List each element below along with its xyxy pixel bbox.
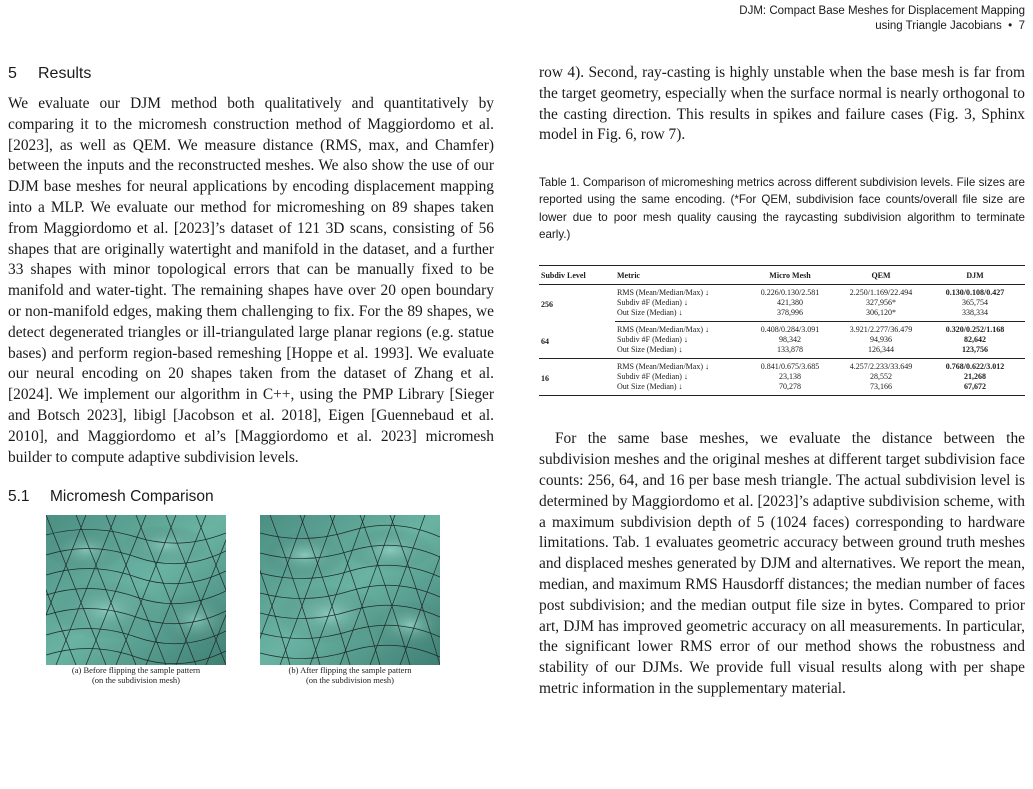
subfigure-b-caption (260, 665, 440, 685)
table-row (539, 359, 1025, 373)
qem-value: 28,552 (870, 372, 892, 382)
subsection-title: Micromesh Comparison (50, 488, 214, 506)
metric-cell: Subdiv #F (Median) ↓ (617, 372, 688, 382)
results-paragraph: We evaluate our DJM method both qualitatively and quantitatively by comparing it to the micromesh construction method of Maggiordomo et al. [2023], as well as QEM. We measure distance (RMS, max, and Chamfer) between the inputs and the reconstructed meshes. We also show the use of our DJM base meshes for neural applications by encoding displacement mapping into a MLP. We evaluate our method for micromeshing on 89 shapes taken from Maggiordomo et al. [2023]’s dataset of 121 3D scans, consisting of 56 shapes that are originally watertight and manifold in the dataset, and a further 33 shapes with minor topological errors that can be manually fixed to be manifold and water-tight. The remaining shapes have over 20 open boundary or non-manifold edges, making them challenging to fix. For the 89 shapes, we detect degenerated triangles or ill-triangulated large planar regions (e.g. statue bases) and perform region-based remeshing [Hoppe et al. 1993]. We evaluate our neural encoding on 20 shapes taken from the dataset of Zhang et al. [2024]. We implement our algorithm in C++, using the PMP Library [Sieger and Botsch 2023], libigl [Jacobson et al. 2018], Eigen [Guennebaud et al. 2010], and Maggiordomo et al’s [Maggiordomo et al. 2023] micromesh builder to compute adaptive subdivision levels. (8, 95, 494, 466)
subfigure-a (46, 515, 226, 685)
djm-value: 0.768/0.622/3.012 (945, 362, 1005, 372)
djm-value: 21,268 (964, 372, 986, 382)
metrics-table (539, 265, 1025, 396)
metric-cell: RMS (Mean/Median/Max) ↓ (617, 288, 709, 298)
table-header-cell: Subdiv Level (539, 266, 615, 285)
micromesh-value: 23,138 (779, 372, 801, 382)
section-heading (8, 62, 494, 86)
continuation-paragraph: row 4). Second, ray-casting is highly unstable when the base mesh is far from the target geometry, especially when the surface normal is nearly orthogonal to the casting direction. This results in spikes and failure cases (Fig. 3, Sphinx model in Fig. 6, row 7). (539, 64, 1025, 144)
micromesh-value: 70,278 (743, 382, 837, 396)
djm-value: 67,672 (925, 382, 1025, 396)
djm-value: 0.320/0.252/1.168 (945, 325, 1005, 335)
table-header-cell: QEM (837, 266, 925, 285)
micromesh-value: 98,342 (779, 335, 801, 345)
running-head-subtitle: using Triangle Jacobians (875, 20, 1002, 32)
section-number: 5 (8, 65, 17, 82)
subfigure-a-caption-line1: (a) Before flipping the sample pattern (71, 665, 201, 675)
qem-value: 327,956* (866, 298, 896, 308)
subsection-number: 5.1 (8, 488, 30, 506)
left-column (8, 62, 494, 509)
metric-cell: Out Size (Median) ↓ (615, 382, 743, 396)
qem-value: 4.257/2.233/33.649 (849, 362, 913, 372)
micromesh-value: 421,380 (777, 298, 803, 308)
table-caption: Table 1. Comparison of micromeshing metrics across different subdivision levels. File sizes are reported using the same encoding. (*For QEM, subdivision face counts/overall file size are lower due to poor mesh quality causing the raycasting subdivision algorithm to terminate early.) (539, 176, 1025, 242)
table-header-row (539, 266, 1025, 285)
section-title: Results (38, 65, 92, 82)
qem-value: 126,344 (837, 345, 925, 359)
subdiv-level-cell: 16 (539, 359, 615, 396)
micromesh-value: 0.408/0.284/3.091 (760, 325, 820, 335)
qem-value: 73,166 (837, 382, 925, 396)
page-number: 7 (1018, 20, 1025, 32)
right-column (539, 62, 1025, 700)
micromesh-value: 0.226/0.130/2.581 (760, 288, 820, 298)
metric-cell: Subdiv #F (Median) ↓ (617, 298, 688, 308)
metric-cell: RMS (Mean/Median/Max) ↓ (617, 325, 709, 335)
subsection-heading (8, 485, 494, 509)
subfigure-b-caption-line1: (b) After flipping the sample pattern (288, 665, 412, 675)
qem-value: 2.250/1.169/22.494 (849, 288, 913, 298)
djm-value: 123,756 (925, 345, 1025, 359)
running-head-line2 (665, 19, 1025, 34)
table-header-cell: Micro Mesh (743, 266, 837, 285)
subfigure-a-caption-line2: (on the subdivision mesh) (91, 675, 181, 685)
subfigure-b-caption-line2: (on the subdivision mesh) (305, 675, 395, 685)
table-row (539, 322, 1025, 336)
micromesh-value: 133,878 (743, 345, 837, 359)
qem-value: 3.921/2.277/36.479 (849, 325, 913, 335)
metric-cell: Subdiv #F (Median) ↓ (617, 335, 688, 345)
subfigure-a-caption (46, 665, 226, 685)
djm-value: 365,754 (962, 298, 988, 308)
metric-cell: Out Size (Median) ↓ (615, 308, 743, 322)
micromesh-value: 0.841/0.675/3.685 (760, 362, 820, 372)
qem-value: 94,936 (870, 335, 892, 345)
djm-value: 338,334 (925, 308, 1025, 322)
qem-value: 306,120* (837, 308, 925, 322)
table-header-cell: DJM (925, 266, 1025, 285)
djm-value: 82,642 (964, 335, 986, 345)
running-head-separator: • (1008, 20, 1013, 32)
mesh-image-after (260, 515, 440, 665)
djm-value: 0.130/0.108/0.427 (945, 288, 1005, 298)
table-row (539, 285, 1025, 299)
evaluation-paragraph: For the same base meshes, we evaluate the distance between the subdivision meshes and the original meshes at different target subdivision face counts: 256, 64, and 16 per base mesh triangle. The actual subdivision level is determined by Maggiordomo et al. [2023]’s adaptive subdivision scheme, with a maximum subdivision depth of 5 (1024 faces) corresponding to hardware limitations. Tab. 1 evaluates geometric accuracy between ground truth meshes and displaced meshes generated by DJM and alternatives. We report the mean, median, and maximum RMS Hausdorff distances; the median number of faces post subdivision; and the median output file size in bytes. Compared to prior art, DJM has improved geometric accuracy on all measurements. In particular, the significant lower RMS error of our method shows the robustness and stability of our DJMs. We provide full visual results along with per shape metric information in the supplementary material. (539, 430, 1025, 697)
micromesh-value: 378,996 (743, 308, 837, 322)
subdiv-level-cell: 256 (541, 300, 553, 310)
metric-cell: RMS (Mean/Median/Max) ↓ (617, 362, 709, 372)
subfigure-b (260, 515, 440, 685)
running-head-title: DJM: Compact Base Meshes for Displacement Mapping (739, 5, 1025, 17)
figure-sample-pattern (46, 515, 458, 687)
subdiv-level-cell: 64 (539, 322, 615, 359)
mesh-image-before (46, 515, 226, 665)
metric-cell: Out Size (Median) ↓ (615, 345, 743, 359)
running-head (665, 4, 1025, 34)
table-header-cell: Metric (615, 266, 743, 285)
